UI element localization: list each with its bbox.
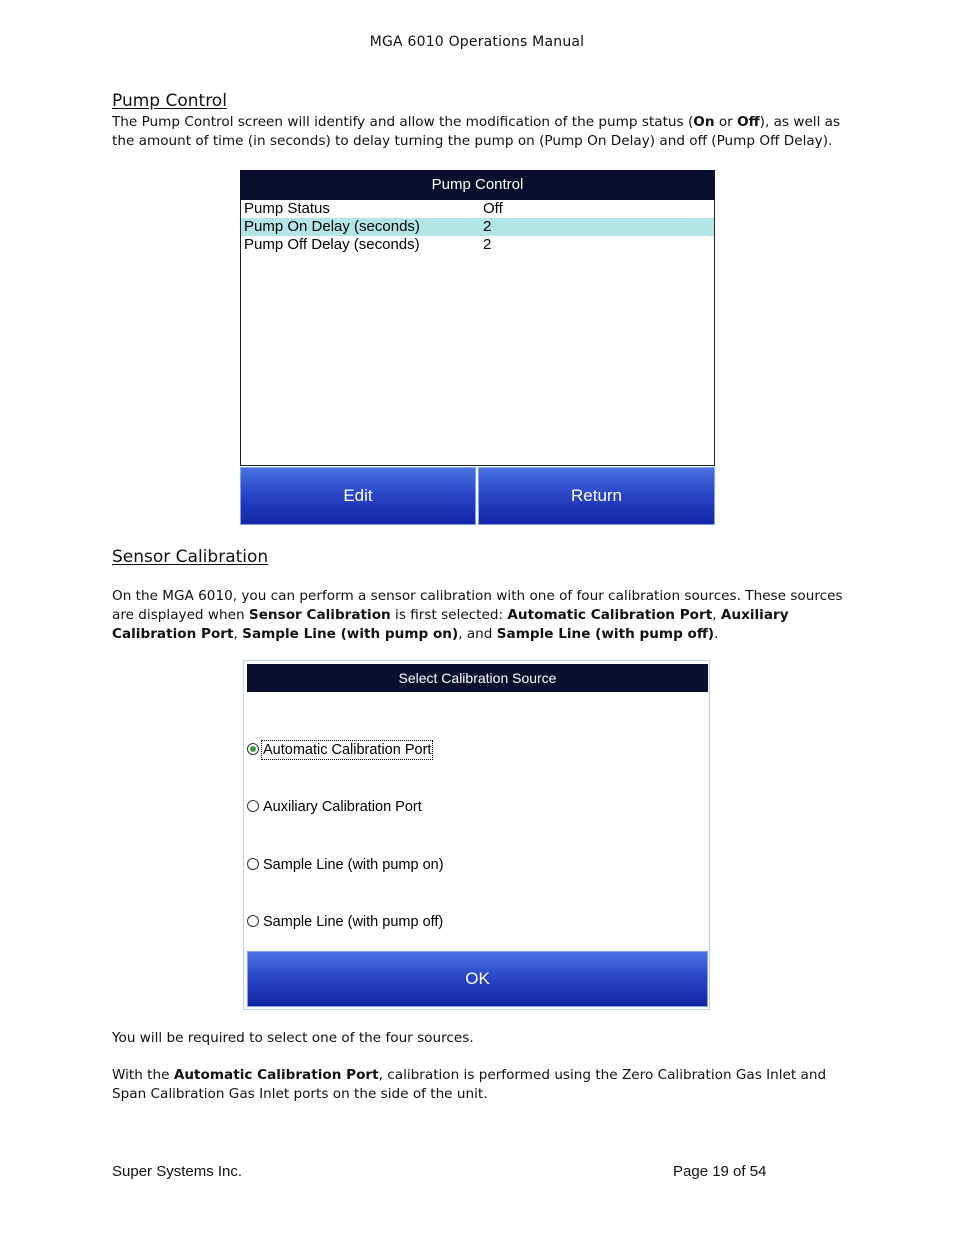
sensor-calibration-heading: Sensor Calibration <box>112 547 269 567</box>
row-label: Pump On Delay (seconds) <box>244 218 420 235</box>
row-value: 2 <box>483 236 492 253</box>
edit-button[interactable]: Edit <box>240 467 476 525</box>
bold-term: Sensor Calibration <box>248 607 391 623</box>
bold-term: Automatic Calibration Port <box>507 607 713 623</box>
text-run: With the <box>112 1067 174 1083</box>
radio-icon[interactable] <box>247 858 259 870</box>
calibration-source-title: Select Calibration Source <box>247 664 708 692</box>
bold-term: Off <box>737 114 760 130</box>
pump-control-heading: Pump Control <box>112 91 227 111</box>
bold-term: Automatic Calibration Port <box>173 1067 379 1083</box>
row-label: Pump Status <box>244 200 330 217</box>
text-run: You will be required to select one of the four sources. <box>112 1030 474 1046</box>
radio-icon[interactable] <box>247 915 259 927</box>
page-header-title: MGA 6010 Operations Manual <box>369 34 585 50</box>
option-label: Automatic Calibration Port <box>263 742 432 758</box>
footer-page-number: Page 19 of 54 <box>673 1163 767 1180</box>
pump-row-off-delay[interactable] <box>241 236 714 254</box>
text-run: or <box>714 114 738 130</box>
option-auxiliary-calibration-port[interactable] <box>247 798 422 816</box>
calibration-source-screen <box>243 660 710 1010</box>
option-label: Sample Line (with pump off) <box>263 914 444 930</box>
text-run: , calibration is performed using the Zero Calibration Gas Inlet and Span Calibration Gas Inlet ports on the side of the unit. <box>112 1067 827 1102</box>
pump-control-screen <box>239 169 716 527</box>
option-label: Auxiliary Calibration Port <box>263 799 422 815</box>
pump-control-title: Pump Control <box>240 170 715 200</box>
bold-term: Sample Line (with pump off) <box>496 626 715 642</box>
radio-icon[interactable] <box>247 800 259 812</box>
row-value: Off <box>483 200 503 217</box>
bold-term: On <box>693 114 715 130</box>
bold-term: Auxiliary Calibration Port <box>112 607 789 642</box>
footer-company: Super Systems Inc. <box>112 1163 243 1180</box>
text-run: , and <box>458 626 497 642</box>
text-run: , <box>233 626 243 642</box>
row-value: 2 <box>483 218 492 235</box>
bold-term: Sample Line (with pump on) <box>242 626 459 642</box>
pump-row-status[interactable] <box>241 200 714 218</box>
text-run: , <box>712 607 721 623</box>
return-button[interactable]: Return <box>478 467 715 525</box>
sensor-calibration-paragraph <box>112 587 852 644</box>
text-run: ), as well as the amount of time (in seconds) to delay turning the pump on (Pump On Delay) and off (Pump Off Delay). <box>112 114 841 149</box>
option-automatic-calibration-port[interactable] <box>247 741 431 759</box>
ok-button[interactable]: OK <box>247 951 708 1007</box>
text-run: The Pump Control screen will identify and allow the modification of the pump status ( <box>112 114 694 130</box>
pump-control-paragraph <box>112 113 852 151</box>
option-sample-line-pump-off[interactable] <box>247 913 443 931</box>
text-run: On the MGA 6010, you can perform a sensor calibration with one of four calibration sources. These sources are displayed when <box>112 588 843 623</box>
automatic-port-paragraph <box>112 1066 852 1104</box>
option-sample-line-pump-on[interactable] <box>247 856 444 874</box>
option-label: Sample Line (with pump on) <box>263 857 444 873</box>
text-run: . <box>714 626 719 642</box>
select-source-note <box>112 1029 852 1048</box>
row-label: Pump Off Delay (seconds) <box>244 236 420 253</box>
radio-icon[interactable] <box>247 743 259 755</box>
text-run: is first selected: <box>390 607 508 623</box>
pump-row-on-delay[interactable] <box>241 218 714 236</box>
pump-settings-list <box>240 200 715 466</box>
